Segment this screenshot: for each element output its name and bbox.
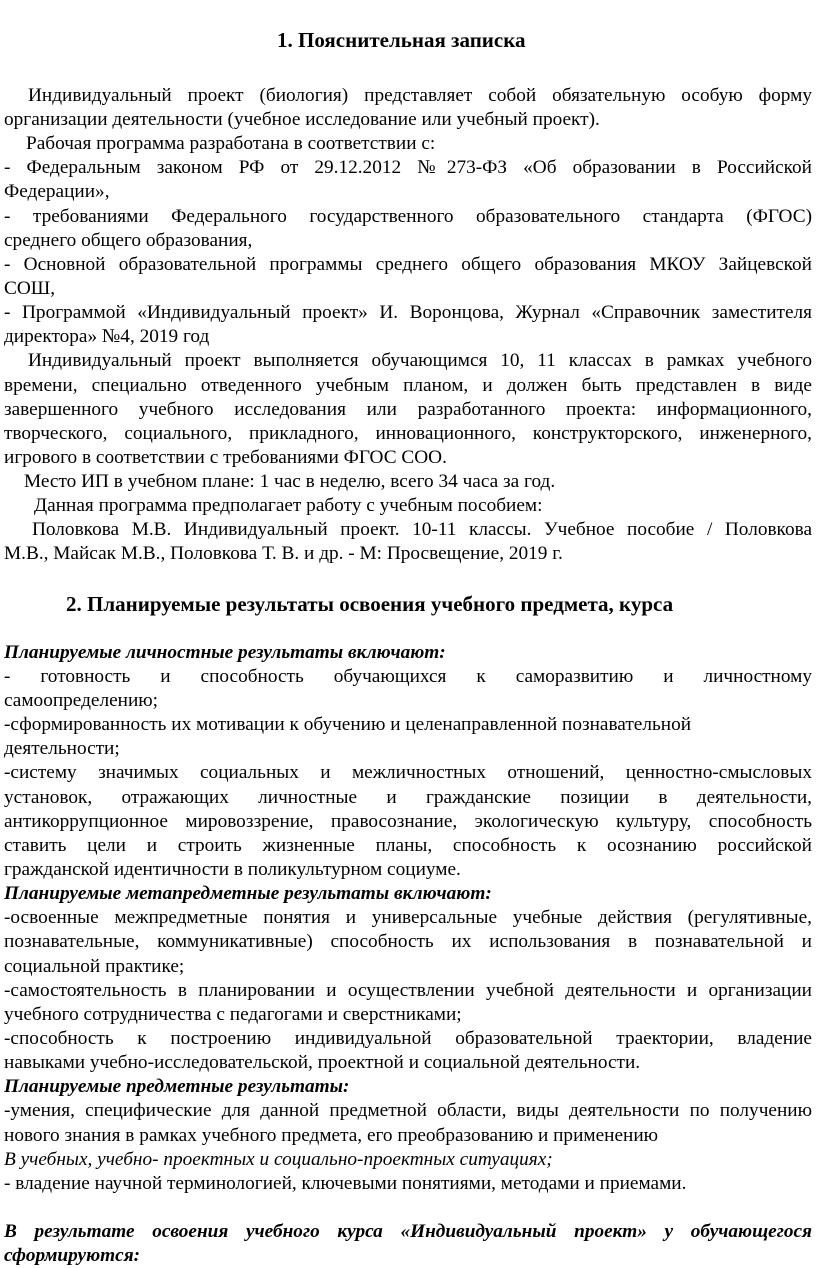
paragraph-line: познавательные, коммуникативные) способность их использования в познавательной и: [4, 931, 812, 952]
paragraph-line: социальной практике;: [4, 956, 185, 977]
paragraph-line: - требованиями Федерального государственного образовательного стандарта (ФГОС): [4, 206, 812, 227]
paragraph-line: - Основной образовательной программы среднего общего образования МКОУ Зайцевской: [4, 254, 812, 275]
paragraph-line: Место ИП в учебном плане: 1 час в неделю, всего 34 часа за год.: [24, 471, 556, 492]
paragraph-line: Данная программа предполагает работу с учебным пособием:: [34, 495, 543, 516]
paragraph-line: СОШ,: [4, 278, 56, 299]
paragraph-line: - Программой «Индивидуальный проект» И. Воронцова, Журнал «Справочник заместителя: [4, 302, 812, 323]
paragraph-line: -самостоятельность в планировании и осуществлении учебной деятельности и организации: [4, 980, 812, 1001]
paragraph-line: завершенного учебного исследования или разработанного проекта: информационного,: [4, 399, 812, 420]
paragraph-line: Индивидуальный проект (биология) представляет собой обязательную особую форму: [28, 85, 812, 106]
subheading-subject-results: Планируемые предметные результаты:: [4, 1076, 350, 1097]
paragraph-line: гражданской идентичности в поликультурном социуме.: [4, 859, 461, 880]
subheading-metasubject-results: Планируемые метапредметные результаты включают:: [4, 883, 492, 904]
paragraph-line: -способность к построению индивидуальной образовательной траектории, владение: [4, 1028, 812, 1049]
paragraph-line: учебного сотрудничества с педагогами и сверстниками;: [4, 1004, 462, 1025]
paragraph-line: Половкова М.В. Индивидуальный проект. 10-11 классы. Учебное пособие / Половкова: [32, 519, 812, 540]
paragraph-line: ставить цели и строить жизненные планы, способность к осознанию российской: [4, 835, 812, 856]
paragraph-line: -освоенные межпредметные понятия и универсальные учебные действия (регулятивные,: [4, 907, 812, 928]
paragraph-line: -сформированность их мотивации к обучению и целенаправленной познавательной: [4, 714, 692, 735]
paragraph-line: среднего общего образования,: [4, 230, 253, 251]
section-2-heading: 2. Планируемые результаты освоения учебного предмета, курса: [66, 592, 674, 616]
paragraph-line: Рабочая программа разработана в соответствии с:: [26, 133, 436, 154]
paragraph-line: времени, специально отведенного учебным планом, и должен быть представлен в виде: [4, 375, 812, 396]
paragraph-line: антикоррупционное мировоззрение, правосознание, экологическую культуру, способность: [4, 811, 812, 832]
subheading-course-results-cont: сформируются:: [4, 1245, 141, 1266]
subheading-course-results: В результате освоения учебного курса «Индивидуальный проект» у обучающегося: [4, 1221, 812, 1242]
paragraph-line-italic: В учебных, учебно- проектных и социально-проектных ситуациях;: [4, 1149, 553, 1170]
paragraph-line: деятельности;: [4, 738, 120, 759]
paragraph-line: навыками учебно-исследовательской, проектной и социальной деятельности.: [4, 1052, 641, 1073]
paragraph-line: М.В., Майсак М.В., Половкова Т. В. и др. - М: Просвещение, 2019 г.: [4, 543, 563, 564]
paragraph-line: творческого, социального, прикладного, инновационного, конструкторского, инженерного,: [4, 423, 812, 444]
paragraph-line: самоопределению;: [4, 690, 159, 711]
paragraph-line: Федерации»,: [4, 181, 110, 202]
paragraph-line: игрового в соответствии с требованиями ФГОС СОО.: [4, 447, 447, 468]
paragraph-line: директора» №4, 2019 год: [4, 326, 210, 347]
section-1-heading: 1. Пояснительная записка: [277, 28, 526, 52]
paragraph-line: Индивидуальный проект выполняется обучающимся 10, 11 классах в рамках учебного: [28, 350, 812, 371]
paragraph-line: установок, отражающих личностные и гражданские позиции в деятельности,: [4, 787, 812, 808]
paragraph-line: -систему значимых социальных и межличностных отношений, ценностно-смысловых: [4, 762, 812, 783]
paragraph-line: -умения, специфические для данной предметной области, виды деятельности по получению: [4, 1100, 812, 1121]
paragraph-line: нового знания в рамках учебного предмета, его преобразованию и применению: [4, 1125, 659, 1146]
subheading-personal-results: Планируемые личностные результаты включают:: [4, 642, 446, 663]
paragraph-line: - готовность и способность обучающихся к саморазвитию и личностному: [4, 666, 812, 687]
paragraph-line: - Федеральным законом РФ от 29.12.2012 №273-ФЗ «Об образовании в Российской: [4, 157, 812, 178]
paragraph-line: - владение научной терминологией, ключевыми понятиями, методами и приемами.: [4, 1173, 687, 1194]
paragraph-line: организации деятельности (учебное исследование или учебный проект).: [4, 109, 600, 130]
